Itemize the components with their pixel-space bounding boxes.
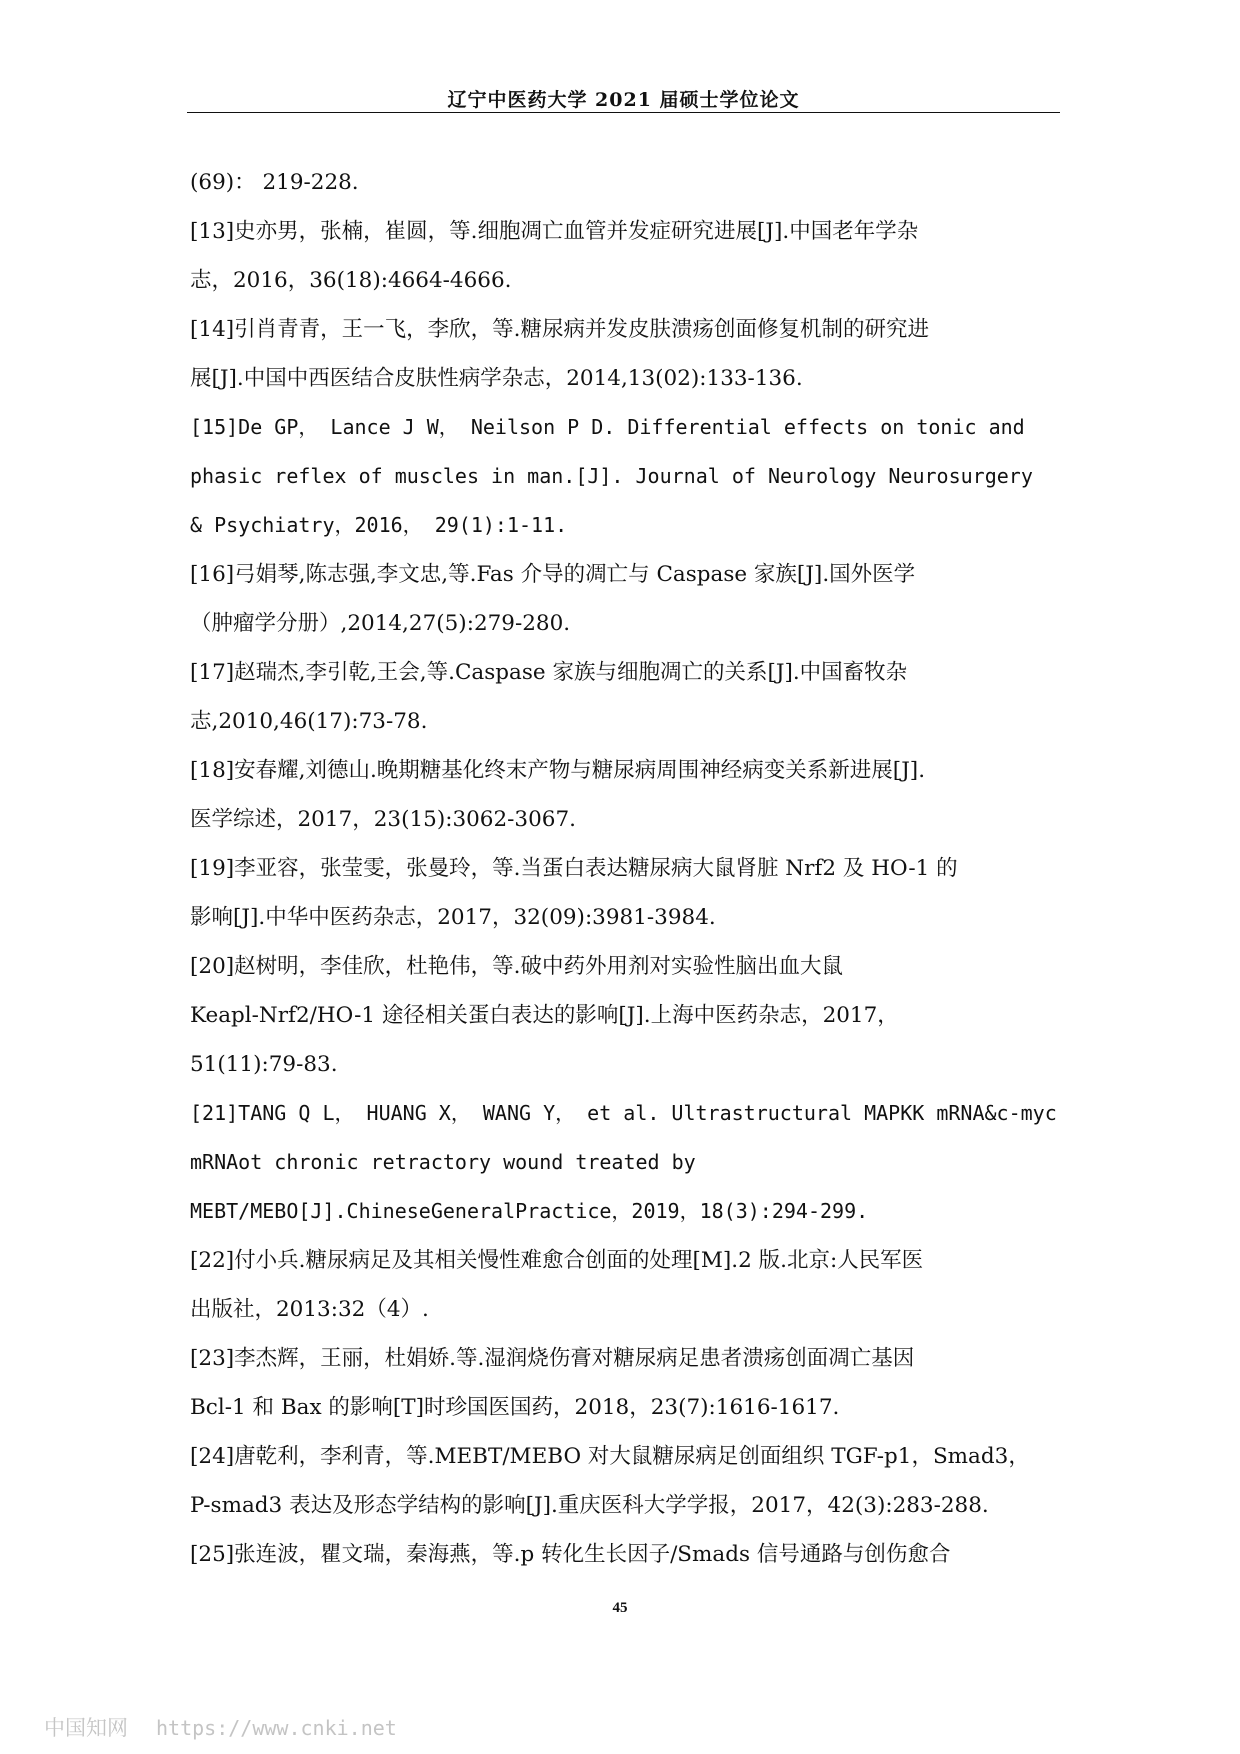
reference-line: [14]引肖青青，王一飞，李欣，等.糖尿病并发皮肤溃疡创面修复机制的研究进 xyxy=(190,317,929,342)
reference-line: 出版社，2013:32（4）. xyxy=(190,1297,429,1322)
reference-line: (69)： 219-228. xyxy=(190,170,359,195)
reference-line: 影响[J].中华中医药杂志，2017，32(09):3981-3984. xyxy=(190,905,716,930)
reference-line: 展[J].中国中西医结合皮肤性病学杂志，2014,13(02):133-136. xyxy=(190,366,803,391)
reference-line: [21]TANG Q L， HUANG X， WANG Y， et al. Ultrastructural MAPKK mRNA&c-myc xyxy=(190,1101,1057,1125)
watermark-logo: 中国知网 xyxy=(44,1716,128,1740)
reference-line: & Psychiatry，2016， 29(1):1-11. xyxy=(190,513,568,537)
reference-line: 志，2016，36(18):4664-4666. xyxy=(190,268,512,293)
reference-line: [13]史亦男，张楠，崔圆，等.细胞凋亡血管并发症研究进展[J].中国老年学杂 xyxy=(190,219,919,244)
header-rule xyxy=(187,112,1060,113)
reference-line: Bcl-1 和 Bax 的影响[T]时珍国医国药，2018，23(7):1616-1617. xyxy=(190,1395,840,1420)
reference-line: [16]弓娟琴,陈志强,李文忠,等.Fas 介导的凋亡与 Caspase 家族[J].国外医学 xyxy=(190,562,916,587)
reference-line: 志,2010,46(17):73-78. xyxy=(190,709,428,734)
cnki-watermark xyxy=(44,1712,397,1742)
reference-line: Keapl-Nrf2/HO-1 途径相关蛋白表达的影响[J].上海中医药杂志，2017， xyxy=(190,1003,899,1028)
reference-line: [20]赵树明，李佳欣，杜艳伟，等.破中药外用剂对实验性脑出血大鼠 xyxy=(190,954,843,979)
page-header: 辽宁中医药大学 2021 届硕士学位论文 xyxy=(447,89,800,111)
reference-line: 51(11):79-83. xyxy=(190,1052,338,1077)
reference-line: （肿瘤学分册）,2014,27(5):279-280. xyxy=(190,611,571,636)
reference-line: [23]李杰辉，王丽，杜娟娇.等.湿润烧伤膏对糖尿病足患者溃疡创面凋亡基因 xyxy=(190,1346,915,1371)
reference-line: [19]李亚容，张莹雯，张曼玲，等.当蛋白表达糖尿病大鼠肾脏 Nrf2 及 HO-1 的 xyxy=(190,856,958,881)
reference-list xyxy=(190,158,1058,1579)
reference-line: [15]De GP， Lance J W， Neilson P D. Differential effects on tonic and xyxy=(190,415,1025,439)
reference-line: 医学综述，2017，23(15):3062-3067. xyxy=(190,807,576,832)
reference-line: phasic reflex of muscles in man.[J]. Journal of Neurology Neurosurgery xyxy=(190,464,1033,488)
reference-line: mRNAot chronic retractory wound treated by xyxy=(190,1150,696,1174)
reference-line: [22]付小兵.糖尿病足及其相关慢性难愈合创面的处理[M].2 版.北京:人民军医 xyxy=(190,1248,924,1273)
reference-line: [17]赵瑞杰,李引乾,王会,等.Caspase 家族与细胞凋亡的关系[J].中国畜牧杂 xyxy=(190,660,908,685)
reference-line: [24]唐乾利，李利青，等.MEBT/MEBO 对大鼠糖尿病足创面组织 TGF-p1，Smad3， xyxy=(190,1444,1030,1469)
page-number: 45 xyxy=(612,1600,628,1616)
watermark-url: https://www.cnki.net xyxy=(156,1716,397,1740)
reference-line: P-smad3 表达及形态学结构的影响[J].重庆医科大学学报，2017，42(3):283-288. xyxy=(190,1493,989,1518)
reference-line: [18]安春耀,刘德山.晚期糖基化终末产物与糖尿病周围神经病变关系新进展[J]. xyxy=(190,758,926,783)
reference-line: [25]张连波，瞿文瑞，秦海燕，等.p 转化生长因子/Smads 信号通路与创伤愈合 xyxy=(190,1542,951,1567)
reference-line: MEBT/MEBO[J].ChineseGeneralPractice，2019，18(3):294-299. xyxy=(190,1199,869,1223)
